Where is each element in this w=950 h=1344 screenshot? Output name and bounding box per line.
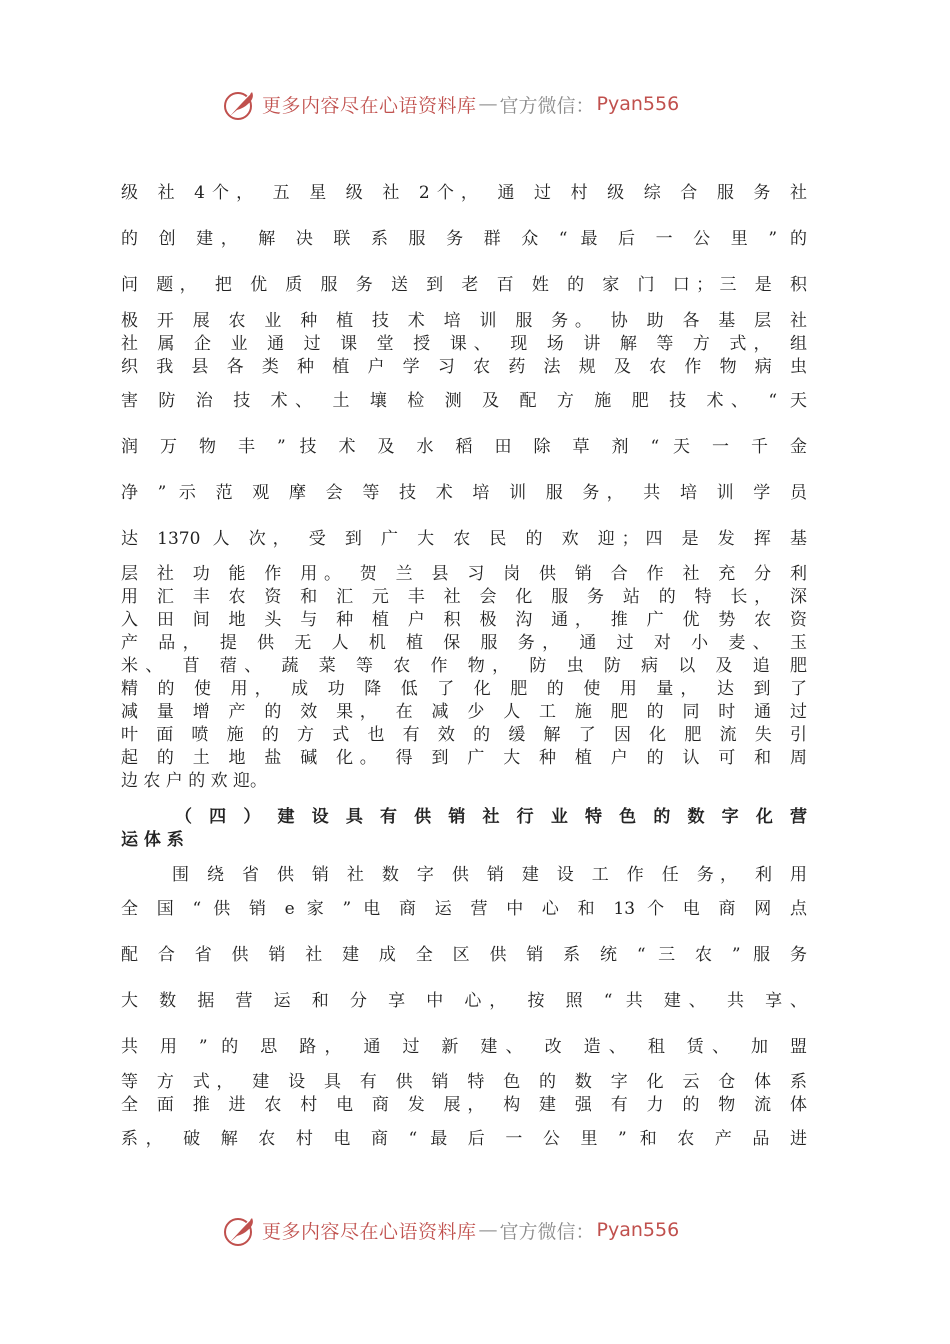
text-line: 极 开 展 农 业 种 植 技 术 培 训 服 务。 协 助 各 基 层 社 xyxy=(121,311,807,331)
text-line: 害 防 治 技 术、 土 壤 检 测 及 配 方 施 肥 技 术、 “ 天 xyxy=(121,391,807,411)
text-line: 围 绕 省 供 销 社 数 字 供 销 建 设 工 作 任 务， 利 用 xyxy=(172,865,807,885)
text-line: 边 农 户 的 欢 迎。 xyxy=(121,771,268,791)
feather-logo-icon xyxy=(222,86,258,122)
text-line: 全 面 推 进 农 村 电 商 发 展， 构 建 强 有 力 的 物 流 体 xyxy=(121,1095,807,1115)
banner-separator: — xyxy=(478,1219,498,1241)
banner-separator: — xyxy=(478,93,498,115)
text-line: 叶 面 喷 施 的 方 式 也 有 效 的 缓 解 了 因 化 肥 流 失 引 xyxy=(121,725,807,745)
text-line: 入 田 间 地 头 与 种 植 户 积 极 沟 通， 推 广 优 势 农 资 xyxy=(121,610,807,630)
text-line: 问 题， 把 优 质 服 务 送 到 老 百 姓 的 家 门 口；三 是 积 xyxy=(121,275,807,295)
banner-wechat-label: 官方微信： xyxy=(499,1220,595,1243)
header-watermark xyxy=(222,84,742,124)
text-line: 全 国 “ 供 销 e 家 ” 电 商 运 营 中 心 和 13 个 电 商 网 点 xyxy=(121,899,807,919)
text-line: 配 合 省 供 销 社 建 成 全 区 供 销 系 统 “ 三 农 ” 服 务 xyxy=(121,945,807,965)
text-line: 等 方 式， 建 设 具 有 供 销 特 色 的 数 字 化 云 仓 体 系 xyxy=(121,1072,807,1092)
text-line: 润 万 物 丰 ” 技 术 及 水 稻 田 除 草 剂 “ 天 一 千 金 xyxy=(121,437,807,457)
text-line: 净 ” 示 范 观 摩 会 等 技 术 培 训 服 务， 共 培 训 学 员 xyxy=(121,483,807,503)
text-line: 层 社 功 能 作 用。 贺 兰 县 习 岗 供 销 合 作 社 充 分 利 xyxy=(121,564,807,584)
feather-logo-icon xyxy=(222,1212,258,1248)
text-line: 的 创 建， 解 决 联 系 服 务 群 众 “ 最 后 一 公 里 ” 的 xyxy=(121,229,807,249)
banner-wechat-id: Pyan556 xyxy=(596,93,680,115)
text-line: 达 1370 人 次， 受 到 广 大 农 民 的 欢 迎；四 是 发 挥 基 xyxy=(121,529,807,549)
text-line: 用 汇 丰 农 资 和 汇 元 丰 社 会 化 服 务 站 的 特 长， 深 xyxy=(121,587,807,607)
text-line: 社 属 企 业 通 过 课 堂 授 课、 现 场 讲 解 等 方 式， 组 xyxy=(121,334,807,354)
text-line: 系， 破 解 农 村 电 商 “ 最 后 一 公 里 ” 和 农 产 品 进 xyxy=(121,1129,807,1149)
text-line: 级 社 4个， 五 星 级 社 2个， 通 过 村 级 综 合 服 务 社 xyxy=(121,183,807,203)
footer-watermark xyxy=(222,1210,742,1250)
section-heading-continued: 运 体 系 xyxy=(121,830,184,850)
banner-site-text: 更多内容尽在心语资料库 xyxy=(262,94,477,117)
text-line: 米、 苜 蓿、 蔬 菜 等 农 作 物， 防 虫 防 病 以 及 追 肥 xyxy=(121,656,807,676)
text-line: 共 用 ” 的 思 路， 通 过 新 建、 改 造、 租 赁、 加 盟 xyxy=(121,1037,807,1057)
text-line: 大 数 据 营 运 和 分 享 中 心， 按 照 “ 共 建、 共 享、 xyxy=(121,991,807,1011)
banner-wechat-id: Pyan556 xyxy=(596,1219,680,1241)
text-line: 减 量 增 产 的 效 果， 在 减 少 人 工 施 肥 的 同 时 通 过 xyxy=(121,702,807,722)
text-line: 织 我 县 各 类 种 植 户 学 习 农 药 法 规 及 农 作 物 病 虫 xyxy=(121,357,807,377)
text-line: 精 的 使 用， 成 功 降 低 了 化 肥 的 使 用 量， 达 到 了 xyxy=(121,679,807,699)
section-heading: （ 四 ） 建 设 具 有 供 销 社 行 业 特 色 的 数 字 化 营 xyxy=(175,807,807,827)
text-line: 起 的 土 地 盐 碱 化。 得 到 广 大 种 植 户 的 认 可 和 周 xyxy=(121,748,807,768)
text-line: 产 品， 提 供 无 人 机 植 保 服 务， 通 过 对 小 麦、 玉 xyxy=(121,633,807,653)
banner-site-text: 更多内容尽在心语资料库 xyxy=(262,1220,477,1243)
banner-wechat-label: 官方微信： xyxy=(499,94,595,117)
